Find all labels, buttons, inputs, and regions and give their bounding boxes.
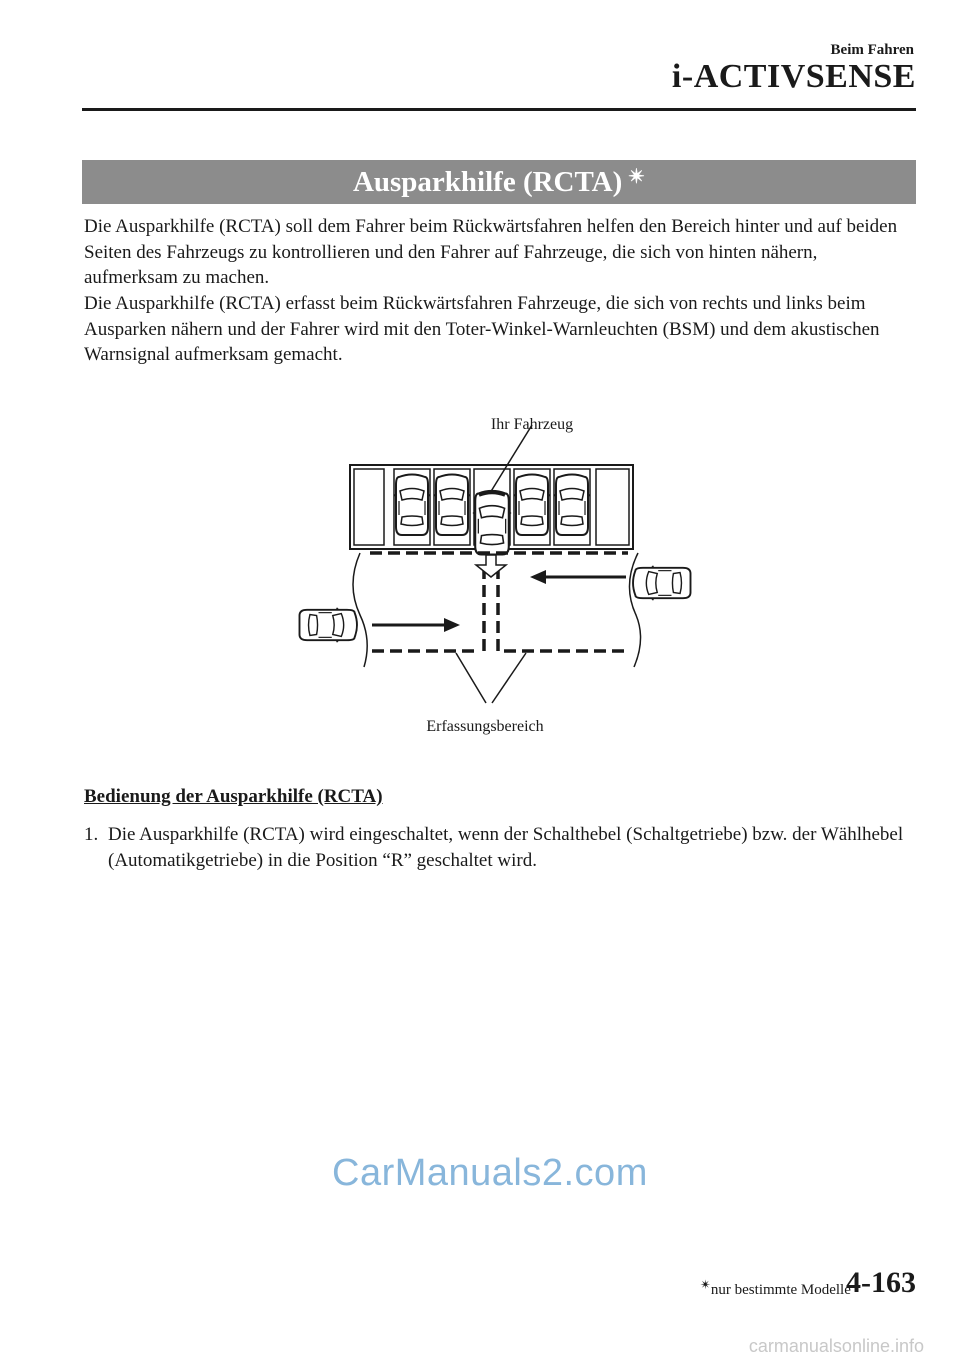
header-section: Beim Fahren <box>830 42 914 58</box>
list-item-text: Die Ausparkhilfe (RCTA) wird eingeschaltet, wenn der Schalthebel (Schaltgetriebe) bzw. der Wählhebel (Automatikgetriebe) in die Position “R” geschaltet wird. <box>108 824 904 871</box>
approaching-car-left <box>300 608 357 642</box>
header-chapter: i-ACTIVSENSE <box>671 58 916 95</box>
approaching-car-right <box>633 566 690 600</box>
banner-title: Ausparkhilfe (RCTA) <box>352 165 623 198</box>
star-icon: ✴ <box>628 165 646 188</box>
parked-car <box>514 475 550 536</box>
parked-car <box>394 475 430 536</box>
rcta-diagram <box>280 405 720 745</box>
site-watermark: carmanualsonline.info <box>748 1336 924 1356</box>
own-vehicle <box>473 491 511 555</box>
section-banner <box>82 160 916 204</box>
parked-car <box>554 475 590 536</box>
footnote <box>700 1277 851 1299</box>
paragraph-intro: Die Ausparkhilfe (RCTA) soll dem Fahrer beim Rückwärtsfahren helfen den Bereich hinter und auf beiden Seiten des Fahrzeugs zu kontrollieren und den Fahrer auf Fahrzeuge, die sich von hinten nähern, aufmerksam zu machen. <box>84 216 898 289</box>
section-heading: Bedienung der Ausparkhilfe (RCTA) <box>84 786 383 807</box>
watermark: CarManuals2.com <box>332 1152 648 1194</box>
page-number: 4-163 <box>846 1266 916 1299</box>
label-own-vehicle: Ihr Fahrzeug <box>490 416 574 433</box>
paragraph-detection: Die Ausparkhilfe (RCTA) erfasst beim Rückwärtsfahren Fahrzeuge, die sich von rechts und links beim Ausparken nähern und der Fahrer wird mit den Toter-Winkel-Warnleuchten (BSM) und dem akustischen Warnsignal aufmerksam gemacht. <box>84 293 880 366</box>
label-detection-area: Erfassungsbereich <box>426 718 544 735</box>
footnote-text: nur bestimmte Modelle <box>710 1282 851 1298</box>
parked-car <box>434 475 470 536</box>
header-rule <box>82 108 916 111</box>
list-item-number: 1. <box>84 824 99 845</box>
star-icon: ✴ <box>700 1277 711 1292</box>
